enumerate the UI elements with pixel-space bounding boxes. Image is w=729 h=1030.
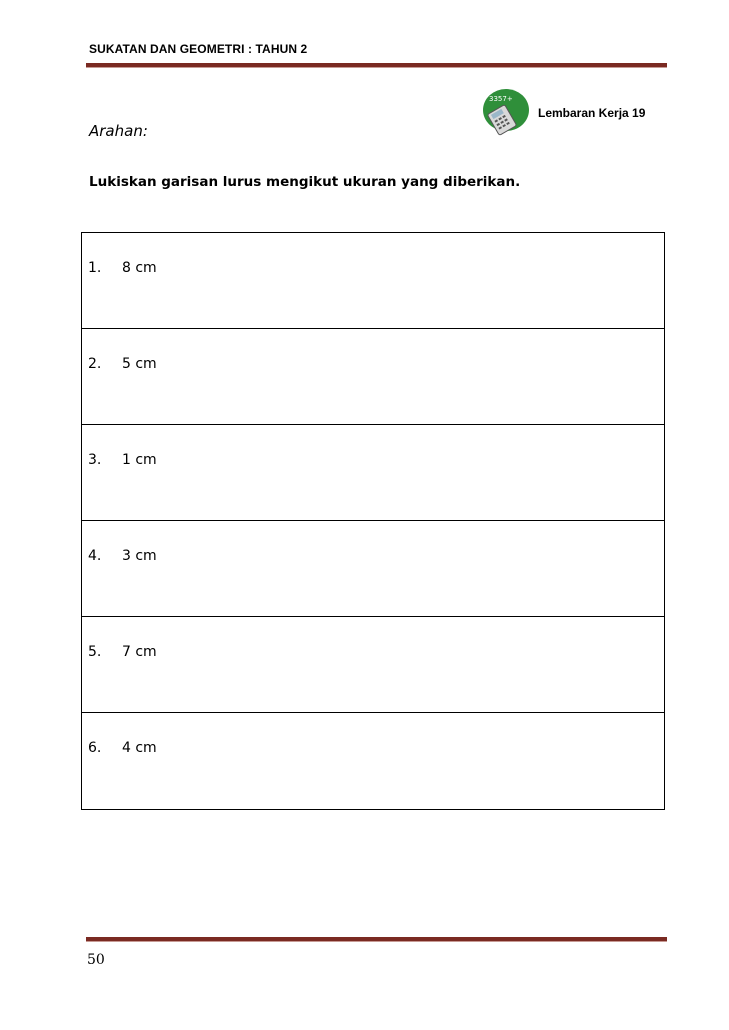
item-number: 4. [88, 548, 102, 564]
worksheet-label: Lembaran Kerja 19 [538, 106, 646, 120]
calculator-chalkboard-icon [480, 86, 530, 136]
item-number: 5. [88, 644, 102, 660]
item-measure: 8 cm [122, 260, 157, 276]
exercise-row[interactable] [82, 617, 664, 713]
exercise-row[interactable] [82, 329, 664, 425]
item-number: 2. [88, 356, 102, 372]
header-title: SUKATAN DAN GEOMETRI : TAHUN 2 [89, 42, 308, 56]
item-measure: 7 cm [122, 644, 157, 660]
logo-text: 3357+ [489, 95, 513, 103]
exercise-row[interactable] [82, 425, 664, 521]
item-number: 3. [88, 452, 102, 468]
item-measure: 5 cm [122, 356, 157, 372]
item-measure: 1 cm [122, 452, 157, 468]
item-measure: 4 cm [122, 740, 157, 756]
exercise-row[interactable] [82, 521, 664, 617]
page-number: 50 [87, 952, 105, 968]
footer-rule [86, 937, 667, 942]
item-number: 6. [88, 740, 102, 756]
exercise-table [81, 232, 665, 810]
header-rule [86, 63, 667, 68]
instruction-text: Lukiskan garisan lurus mengikut ukuran yang diberikan. [89, 174, 521, 190]
item-measure: 3 cm [122, 548, 157, 564]
exercise-row[interactable] [82, 233, 664, 329]
item-number: 1. [88, 260, 102, 276]
exercise-row[interactable] [82, 713, 664, 809]
instruction-heading: Arahan: [89, 122, 148, 140]
